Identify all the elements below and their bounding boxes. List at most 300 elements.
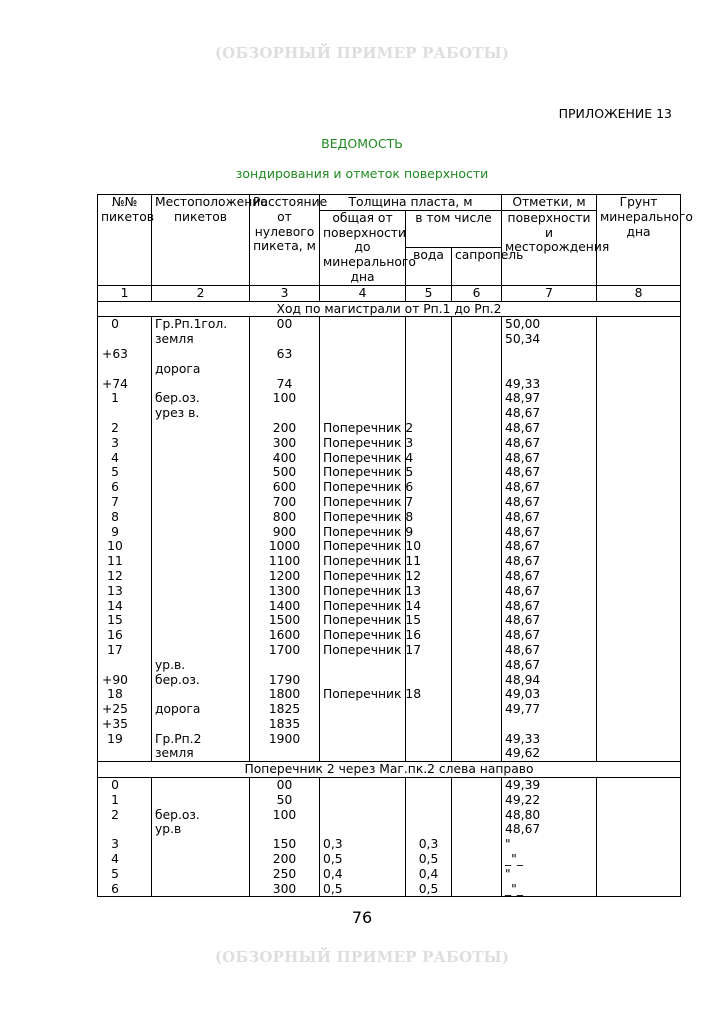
table-cell xyxy=(320,808,406,823)
table-cell xyxy=(320,732,406,747)
table-cell: Поперечник 9 xyxy=(320,525,406,540)
table-cell: 5 xyxy=(98,465,152,480)
table-cell xyxy=(152,643,250,658)
table-cell xyxy=(597,451,681,466)
table-cell: 0 xyxy=(98,317,152,332)
header-water: вода xyxy=(406,248,452,286)
table-cell xyxy=(452,778,502,793)
table-cell xyxy=(597,746,681,761)
table-row xyxy=(98,362,681,377)
watermark-top: (ОБЗОРНЫЙ ПРИМЕР РАБОТЫ) xyxy=(214,44,510,62)
table-cell xyxy=(452,702,502,717)
table-cell: 10 xyxy=(98,539,152,554)
table-cell xyxy=(152,436,250,451)
table-cell xyxy=(152,599,250,614)
table-cell xyxy=(152,687,250,702)
table-cell xyxy=(152,613,250,628)
table-cell xyxy=(406,658,452,673)
table-cell xyxy=(597,658,681,673)
table-cell: дорога xyxy=(152,702,250,717)
table-cell xyxy=(98,746,152,761)
table-cell: 7 xyxy=(98,495,152,510)
table-cell xyxy=(250,362,320,377)
table-cell: 18 xyxy=(98,687,152,702)
table-cell xyxy=(320,332,406,347)
table-cell: 1825 xyxy=(250,702,320,717)
table-cell: Поперечник 2 xyxy=(320,421,406,436)
header-location: Местоположение пикетов xyxy=(152,195,250,286)
section-title: Поперечник 2 через Маг.пк.2 слева направо xyxy=(98,762,681,778)
table-cell: Поперечник 12 xyxy=(320,569,406,584)
table-row xyxy=(98,867,681,882)
table-row xyxy=(98,451,681,466)
table-cell: 48,67 xyxy=(502,421,597,436)
table-cell: 50 xyxy=(250,793,320,808)
table-cell xyxy=(452,347,502,362)
header-picket-number: №№ пикетов xyxy=(98,195,152,286)
table-cell xyxy=(452,362,502,377)
table-cell: 600 xyxy=(250,480,320,495)
table-cell: Поперечник 16 xyxy=(320,628,406,643)
table-cell: Поперечник 7 xyxy=(320,495,406,510)
table-cell xyxy=(320,362,406,377)
table-cell: 1100 xyxy=(250,554,320,569)
table-cell: 74 xyxy=(250,377,320,392)
table-cell xyxy=(152,347,250,362)
table-cell xyxy=(597,406,681,421)
table-cell: Поперечник 6 xyxy=(320,480,406,495)
table-cell xyxy=(597,377,681,392)
table-cell xyxy=(452,465,502,480)
table-cell: 200 xyxy=(250,421,320,436)
appendix-label: ПРИЛОЖЕНИЕ 13 xyxy=(558,106,672,121)
table-cell: 48,67 xyxy=(502,584,597,599)
table-cell: 16 xyxy=(98,628,152,643)
table-cell: " xyxy=(502,867,597,882)
table-cell: 3 xyxy=(98,837,152,852)
table-cell xyxy=(152,480,250,495)
table-row xyxy=(98,717,681,732)
table-cell: 250 xyxy=(250,867,320,882)
table-cell: 48,67 xyxy=(502,525,597,540)
table-cell xyxy=(406,347,452,362)
table-cell: 1500 xyxy=(250,613,320,628)
table-cell: 49,62 xyxy=(502,746,597,761)
table-cell: 800 xyxy=(250,510,320,525)
table-cell xyxy=(452,658,502,673)
table-cell: 0 xyxy=(98,778,152,793)
table-cell: 48,67 xyxy=(502,599,597,614)
table-cell xyxy=(320,658,406,673)
table-cell xyxy=(597,391,681,406)
column-number-row xyxy=(98,285,681,301)
table-cell xyxy=(597,317,681,332)
table-cell: 1 xyxy=(98,793,152,808)
table-cell xyxy=(152,510,250,525)
table-cell: 48,80 xyxy=(502,808,597,823)
table-cell: 48,67 xyxy=(502,510,597,525)
header-distance: Расстояние от нулевого пикета, м xyxy=(250,195,320,286)
table-row xyxy=(98,852,681,867)
table-cell xyxy=(320,717,406,732)
table-cell: 48,67 xyxy=(502,539,597,554)
header-including: в том числе xyxy=(406,210,502,247)
table-cell: 2 xyxy=(98,421,152,436)
table-cell xyxy=(452,554,502,569)
table-cell: земля xyxy=(152,746,250,761)
table-cell xyxy=(452,599,502,614)
table-cell xyxy=(98,362,152,377)
table-row xyxy=(98,495,681,510)
column-number: 6 xyxy=(452,285,502,301)
table-cell xyxy=(406,673,452,688)
column-number: 4 xyxy=(320,285,406,301)
table-cell: 49,03 xyxy=(502,687,597,702)
table-cell: 49,77 xyxy=(502,702,597,717)
table-cell xyxy=(597,732,681,747)
table-cell: бер.оз. xyxy=(152,673,250,688)
table-cell: _"_ xyxy=(502,882,597,897)
table-cell xyxy=(320,673,406,688)
table-row xyxy=(98,613,681,628)
table-cell xyxy=(597,793,681,808)
table-cell: земля xyxy=(152,332,250,347)
table-cell: 4 xyxy=(98,852,152,867)
table-cell xyxy=(597,613,681,628)
table-cell: 6 xyxy=(98,480,152,495)
table-row xyxy=(98,525,681,540)
table-cell xyxy=(597,673,681,688)
table-cell xyxy=(152,377,250,392)
table-cell xyxy=(452,480,502,495)
table-cell: 48,67 xyxy=(502,480,597,495)
table-cell xyxy=(452,525,502,540)
table-cell xyxy=(597,837,681,852)
page-subtitle: зондирования и отметок поверхности xyxy=(235,166,489,181)
table-cell: 1835 xyxy=(250,717,320,732)
table-cell: +25 xyxy=(98,702,152,717)
table-cell xyxy=(152,465,250,480)
table-cell: 0,4 xyxy=(406,867,452,882)
table-cell: 49,33 xyxy=(502,377,597,392)
table-row xyxy=(98,599,681,614)
table-cell xyxy=(452,495,502,510)
section-title: Ход по магистрали от Рп.1 до Рп.2 xyxy=(98,301,681,317)
table-cell xyxy=(452,539,502,554)
table-cell xyxy=(597,702,681,717)
table-cell xyxy=(597,495,681,510)
table-cell xyxy=(406,702,452,717)
table-cell xyxy=(320,746,406,761)
table-cell xyxy=(152,584,250,599)
table-cell: 48,67 xyxy=(502,465,597,480)
table-cell xyxy=(502,347,597,362)
table-row xyxy=(98,732,681,747)
table-cell xyxy=(597,882,681,897)
table-cell: 1900 xyxy=(250,732,320,747)
table-row xyxy=(98,822,681,837)
table-row xyxy=(98,317,681,332)
table-cell xyxy=(152,554,250,569)
table-cell xyxy=(597,822,681,837)
table-cell: 49,39 xyxy=(502,778,597,793)
table-cell xyxy=(597,480,681,495)
table-cell xyxy=(152,778,250,793)
column-number: 2 xyxy=(152,285,250,301)
table-cell: 500 xyxy=(250,465,320,480)
table-row xyxy=(98,687,681,702)
table-cell: Поперечник 5 xyxy=(320,465,406,480)
table-row xyxy=(98,702,681,717)
table-cell: 1400 xyxy=(250,599,320,614)
table-cell: 48,94 xyxy=(502,673,597,688)
table-cell: 49,22 xyxy=(502,793,597,808)
table-cell: 150 xyxy=(250,837,320,852)
table-cell xyxy=(320,778,406,793)
table-cell xyxy=(597,525,681,540)
table-row xyxy=(98,465,681,480)
table-row xyxy=(98,480,681,495)
table-cell: Поперечник 10 xyxy=(320,539,406,554)
table-cell: 50,00 xyxy=(502,317,597,332)
table-cell xyxy=(597,778,681,793)
table-cell: 63 xyxy=(250,347,320,362)
table-cell xyxy=(452,717,502,732)
table-cell: 100 xyxy=(250,808,320,823)
table-cell xyxy=(452,822,502,837)
table-cell: 50,34 xyxy=(502,332,597,347)
table-cell xyxy=(250,406,320,421)
table-cell xyxy=(152,451,250,466)
table-cell: 48,67 xyxy=(502,495,597,510)
table-cell: 48,67 xyxy=(502,451,597,466)
table-cell xyxy=(597,332,681,347)
table-cell: 200 xyxy=(250,852,320,867)
table-cell xyxy=(152,867,250,882)
table-cell xyxy=(98,822,152,837)
table-cell xyxy=(597,643,681,658)
table-cell xyxy=(250,822,320,837)
table-row xyxy=(98,391,681,406)
table-cell: 48,67 xyxy=(502,569,597,584)
table-row xyxy=(98,628,681,643)
table-cell: +90 xyxy=(98,673,152,688)
table-row xyxy=(98,347,681,362)
table-cell: +74 xyxy=(98,377,152,392)
column-number: 7 xyxy=(502,285,597,301)
table-cell: 48,67 xyxy=(502,554,597,569)
table-cell xyxy=(152,569,250,584)
table-cell: 49,33 xyxy=(502,732,597,747)
table-cell xyxy=(597,569,681,584)
table-cell: 0,5 xyxy=(406,852,452,867)
table-row xyxy=(98,554,681,569)
header-thickness: Толщина пласта, м xyxy=(320,195,502,211)
table-cell xyxy=(452,317,502,332)
table-cell xyxy=(597,599,681,614)
table-cell: 0,3 xyxy=(406,837,452,852)
table-cell xyxy=(320,406,406,421)
table-cell xyxy=(452,569,502,584)
column-number: 5 xyxy=(406,285,452,301)
table-cell xyxy=(406,717,452,732)
table-cell: 15 xyxy=(98,613,152,628)
table-cell: 6 xyxy=(98,882,152,897)
table-cell: ур.в. xyxy=(152,658,250,673)
table-cell xyxy=(152,882,250,897)
table-cell: 48,67 xyxy=(502,643,597,658)
table-cell xyxy=(452,793,502,808)
table-cell xyxy=(152,717,250,732)
header-marks: Отметки, м xyxy=(502,195,597,211)
table-cell xyxy=(452,882,502,897)
table-row xyxy=(98,436,681,451)
table-cell: 13 xyxy=(98,584,152,599)
table-row xyxy=(98,643,681,658)
table-cell: _"_ xyxy=(502,852,597,867)
table-cell: 11 xyxy=(98,554,152,569)
table-cell: 9 xyxy=(98,525,152,540)
table-cell: бер.оз. xyxy=(152,391,250,406)
table-cell xyxy=(406,793,452,808)
table-cell: ур.в xyxy=(152,822,250,837)
table-cell: 3 xyxy=(98,436,152,451)
table-cell xyxy=(406,362,452,377)
table-cell: 1790 xyxy=(250,673,320,688)
table-cell xyxy=(597,852,681,867)
table-cell xyxy=(597,554,681,569)
table-cell xyxy=(320,793,406,808)
table-row xyxy=(98,421,681,436)
column-number: 1 xyxy=(98,285,152,301)
table-cell xyxy=(452,673,502,688)
table-cell xyxy=(452,852,502,867)
table-cell xyxy=(597,628,681,643)
table-cell xyxy=(98,332,152,347)
table-cell: 48,67 xyxy=(502,628,597,643)
table-cell: 48,67 xyxy=(502,658,597,673)
table-cell: Поперечник 15 xyxy=(320,613,406,628)
table-row xyxy=(98,882,681,897)
table-cell: 1000 xyxy=(250,539,320,554)
table-cell xyxy=(406,377,452,392)
table-cell xyxy=(597,867,681,882)
table-row xyxy=(98,837,681,852)
table-cell xyxy=(152,421,250,436)
table-row xyxy=(98,778,681,793)
table-cell xyxy=(452,867,502,882)
table-cell: 900 xyxy=(250,525,320,540)
table-cell xyxy=(452,332,502,347)
table-cell xyxy=(406,808,452,823)
table-cell xyxy=(452,732,502,747)
table-row xyxy=(98,377,681,392)
table-cell xyxy=(452,808,502,823)
table-cell xyxy=(152,495,250,510)
table-cell xyxy=(406,746,452,761)
table-cell xyxy=(320,822,406,837)
table-row xyxy=(98,793,681,808)
table-cell: Гр.Рп.1гол. xyxy=(152,317,250,332)
table-cell xyxy=(320,391,406,406)
section-header-row xyxy=(98,762,681,778)
table-cell xyxy=(406,822,452,837)
table-cell: 48,67 xyxy=(502,406,597,421)
table-cell: 1 xyxy=(98,391,152,406)
table-cell xyxy=(597,808,681,823)
table-cell: 1800 xyxy=(250,687,320,702)
table-cell xyxy=(452,451,502,466)
table-cell xyxy=(452,377,502,392)
header-sapropel: сапропель xyxy=(452,248,502,286)
table-cell: 0,5 xyxy=(406,882,452,897)
column-number: 8 xyxy=(597,285,681,301)
table-cell xyxy=(452,687,502,702)
table-cell: Поперечник 3 xyxy=(320,436,406,451)
table-row xyxy=(98,673,681,688)
table-cell xyxy=(597,421,681,436)
table-cell: 300 xyxy=(250,436,320,451)
header-marks-surface: поверхности и месторождения xyxy=(502,210,597,285)
table-cell xyxy=(406,732,452,747)
table-cell xyxy=(597,510,681,525)
table-cell: 0,5 xyxy=(320,852,406,867)
table-cell xyxy=(452,613,502,628)
watermark-bottom: (ОБЗОРНЫЙ ПРИМЕР РАБОТЫ) xyxy=(214,948,510,966)
table-cell xyxy=(452,643,502,658)
table-cell: 48,67 xyxy=(502,822,597,837)
table-cell xyxy=(406,317,452,332)
table-cell: Поперечник 11 xyxy=(320,554,406,569)
table-cell: 0,3 xyxy=(320,837,406,852)
table-cell xyxy=(597,584,681,599)
table-cell: 0,5 xyxy=(320,882,406,897)
table-cell: 00 xyxy=(250,778,320,793)
table-cell: Поперечник 13 xyxy=(320,584,406,599)
table-cell xyxy=(452,436,502,451)
table-row xyxy=(98,539,681,554)
header-soil: Грунт минерального дна xyxy=(597,195,681,286)
table-cell: 48,97 xyxy=(502,391,597,406)
table-cell xyxy=(152,852,250,867)
table-cell: 5 xyxy=(98,867,152,882)
table-row xyxy=(98,510,681,525)
table-cell: дорога xyxy=(152,362,250,377)
table-cell: 1300 xyxy=(250,584,320,599)
table-cell xyxy=(597,436,681,451)
table-cell: 1600 xyxy=(250,628,320,643)
page-title: ВЕДОМОСТЬ xyxy=(321,136,403,151)
table-cell: 100 xyxy=(250,391,320,406)
table-cell: 12 xyxy=(98,569,152,584)
table-cell xyxy=(250,332,320,347)
table-cell: 300 xyxy=(250,882,320,897)
table-cell: 400 xyxy=(250,451,320,466)
table-cell xyxy=(597,347,681,362)
table-cell xyxy=(152,525,250,540)
table-cell xyxy=(320,347,406,362)
table-row xyxy=(98,569,681,584)
table-cell xyxy=(406,778,452,793)
table-cell xyxy=(452,628,502,643)
table-cell: 0,4 xyxy=(320,867,406,882)
table-cell xyxy=(152,837,250,852)
column-number: 3 xyxy=(250,285,320,301)
table-cell xyxy=(320,317,406,332)
table-cell: Поперечник 14 xyxy=(320,599,406,614)
table-cell: " xyxy=(502,837,597,852)
table-cell: 8 xyxy=(98,510,152,525)
